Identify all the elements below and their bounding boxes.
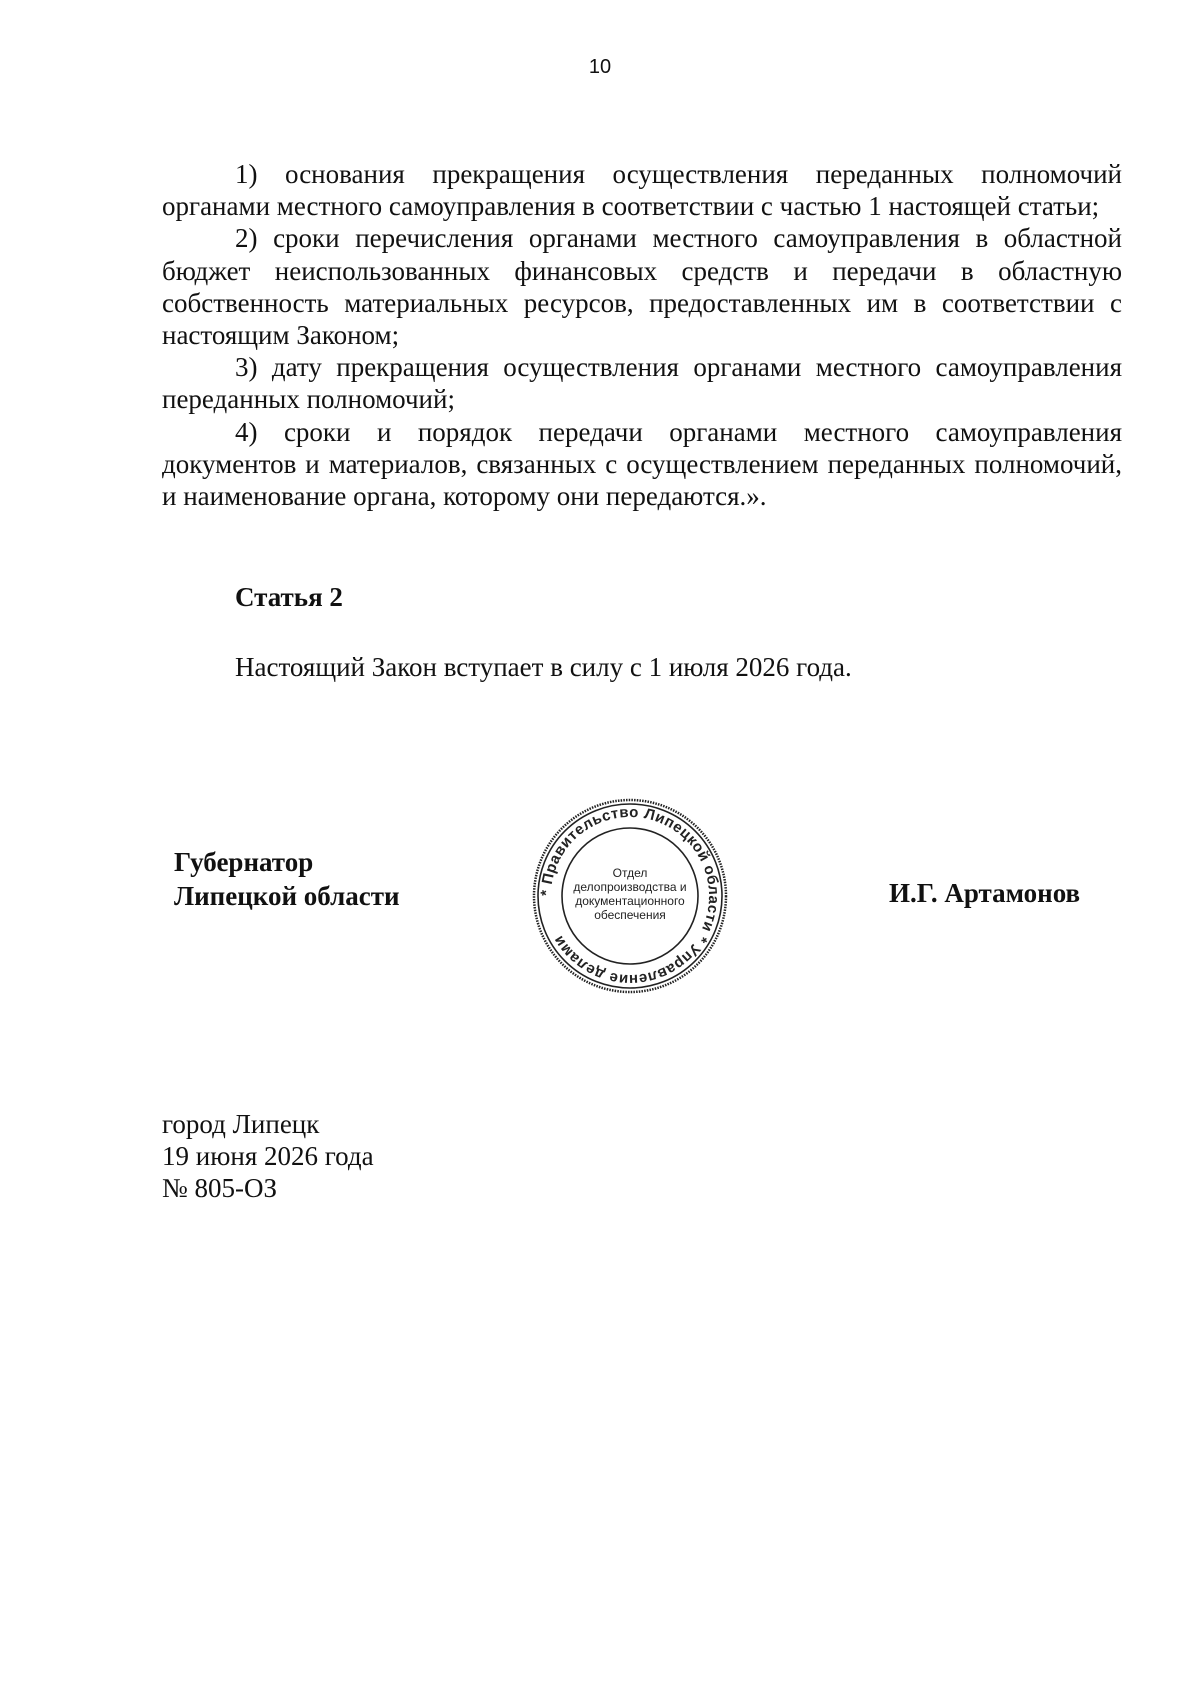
list-item-3: 3) дату прекращения осуществления органами местного самоуправления переданных полномочий; <box>162 352 1122 415</box>
issue-number: № 805-ОЗ <box>162 1173 278 1203</box>
article-2-heading: Статья 2 <box>235 582 343 612</box>
seal-inner-text <box>530 866 730 922</box>
official-seal <box>530 796 730 996</box>
issue-details <box>162 1108 374 1204</box>
signer-name: И.Г. Артамонов <box>889 878 1081 908</box>
issue-date: 19 июня 2026 года <box>162 1141 374 1171</box>
issue-city: город Липецк <box>162 1109 320 1139</box>
signer-title-line-2: Липецкой области <box>174 881 400 911</box>
list-item-1: 1) основания прекращения осуществления переданных полномочий органами местного самоуправления в соответствии с частью 1 настоящей статьи; <box>162 159 1122 222</box>
signer-title-line-1: Губернатор <box>174 847 314 877</box>
seal-inner-line-4: обеспечения <box>594 908 666 922</box>
article-2-text: Настоящий Закон вступает в силу с 1 июля 2026 года. <box>235 652 852 682</box>
seal-outer-text: * Правительство Липецкой области * Управление делами <box>537 803 723 989</box>
signer-title <box>174 845 400 913</box>
page-number: 10 <box>588 56 612 78</box>
article-1-continuation <box>162 158 1122 512</box>
seal-inner-line-3: документационного <box>575 894 685 908</box>
seal-inner-line-2: делопроизводства и <box>573 880 687 894</box>
list-item-4: 4) сроки и порядок передачи органами местного самоуправления документов и материалов, связанных с осуществлением переданных полномочий, и наименование органа, которому они передаются.». <box>162 416 1122 512</box>
seal-inner-line-1: Отдел <box>612 866 648 880</box>
list-item-2: 2) сроки перечисления органами местного самоуправления в областной бюджет неиспользованных финансовых средств и передачи в областную собственность материальных ресурсов, предоставленных им в соответствии с настоящим Законом; <box>162 223 1122 351</box>
